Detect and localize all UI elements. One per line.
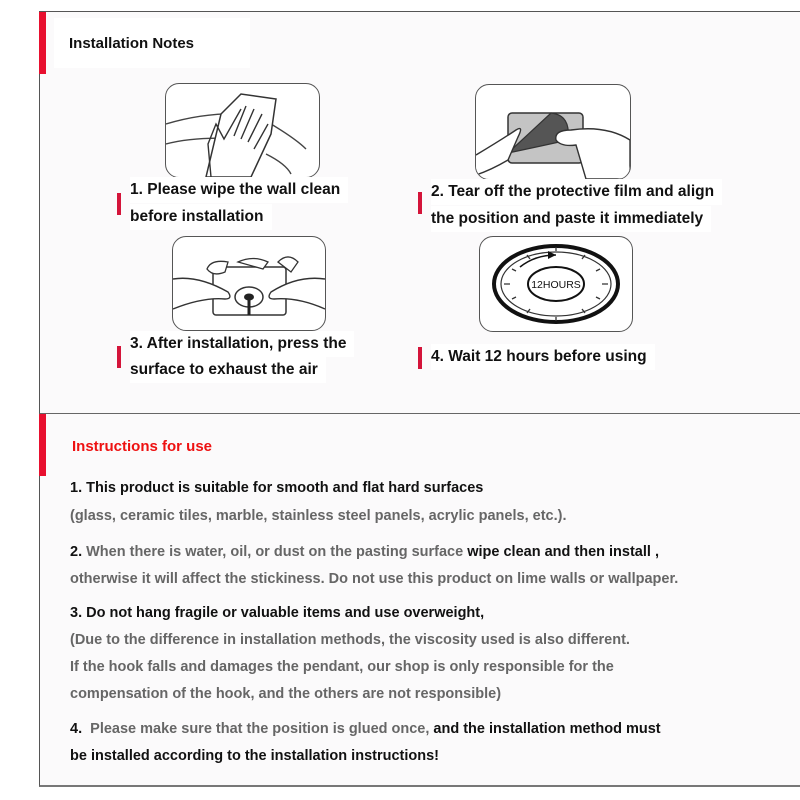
item2-part-c: , — [650, 544, 659, 560]
step-text-line1: 2. Tear off the protective film and align — [431, 179, 722, 205]
wipe-hand-icon — [165, 83, 320, 178]
press-surface-icon — [172, 236, 326, 331]
clock-12-hours-icon — [479, 236, 633, 332]
installation-notes-title: Installation Notes — [69, 35, 195, 52]
item3-line4: compensation of the hook, and the others are not responsible) — [70, 686, 502, 702]
accent-bar — [39, 12, 46, 74]
item2-line1 — [70, 542, 659, 562]
instructions-title: Instructions for use — [72, 438, 213, 455]
step-text-line1: 1. Please wipe the wall clean — [130, 177, 348, 203]
step-text-line1: 3. After installation, press the — [130, 331, 354, 357]
step-marker — [117, 193, 121, 215]
item4-line1 — [70, 719, 661, 739]
step-marker — [117, 346, 121, 368]
clock-label: 12HOURS — [531, 279, 581, 291]
item1-line2: (glass, ceramic tiles, marble, stainless steel panels, acrylic panels, etc.). — [70, 508, 567, 524]
step-text-line2: before installation — [130, 204, 272, 230]
accent-bar — [39, 414, 46, 476]
step-marker — [418, 347, 422, 369]
step-text-line2: surface to exhaust the air — [130, 357, 326, 383]
item4-number: 4. — [70, 721, 83, 737]
item4-line2: be installed according to the installation instructions! — [70, 748, 439, 764]
item4-part-b: and the installation method must — [429, 721, 661, 737]
step-text-line2: the position and paste it immediately — [431, 206, 711, 232]
step-text-line1: 4. Wait 12 hours before using — [431, 344, 655, 370]
item2-number: 2. — [70, 544, 83, 560]
item2-line2: otherwise it will affect the stickiness. Do not use this product on lime walls or wallpaper. — [70, 571, 679, 587]
item1-line1: 1. This product is suitable for smooth and flat hard surfaces — [70, 480, 484, 496]
item4-part-a: Please make sure that the position is glued once, — [82, 721, 430, 737]
item3-line3: If the hook falls and damages the pendant, our shop is only responsible for the — [70, 659, 614, 675]
item3-line2: (Due to the difference in installation methods, the viscosity used is also different. — [70, 632, 630, 648]
item3-line1: 3. Do not hang fragile or valuable items and use overweight, — [70, 605, 485, 621]
step-marker — [418, 192, 422, 214]
item2-part-a: When there is water, oil, or dust on the pasting surface — [82, 544, 468, 560]
item2-part-b: wipe clean and then install — [467, 544, 651, 560]
peel-film-icon — [475, 84, 631, 180]
